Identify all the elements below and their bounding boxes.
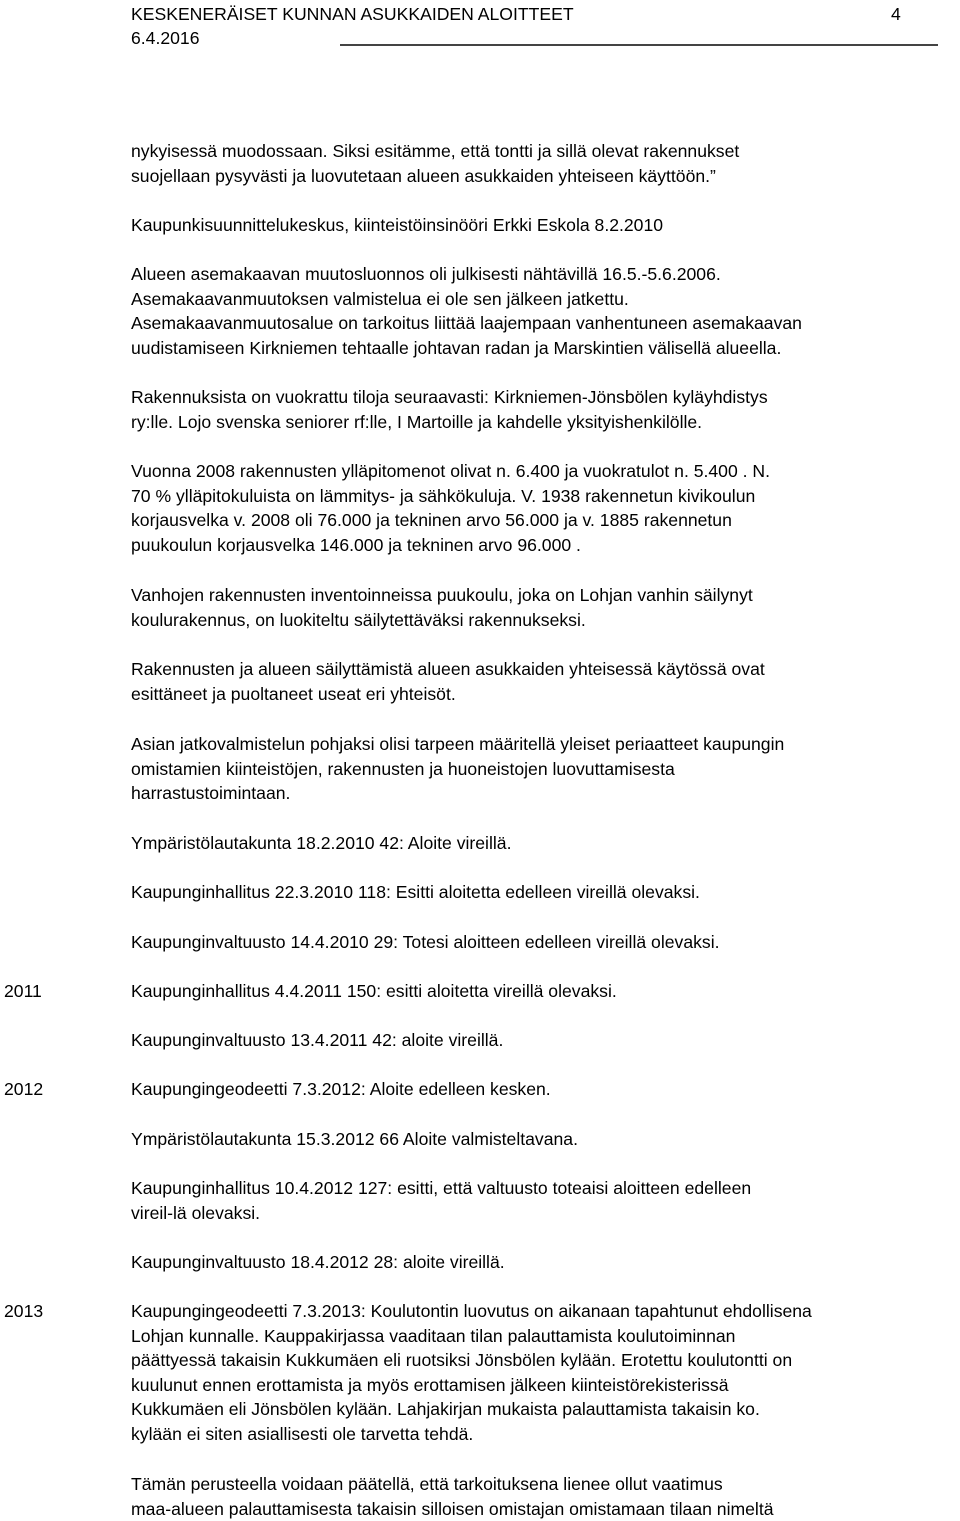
year-label: 2011 — [4, 981, 42, 1001]
paragraph-costs — [131, 459, 960, 557]
paragraph: Vuonna 2008 rakennusten ylläpitomenot olivat n. 6.400 ja vuokratulot n. 5.400 . N. 70 % ylläpitokuluista on lämmitys- ja sähkökuluja. V. 1938 rakennetun kivikoulun korjausvelka v. 2008 oli 76.000 ja tekninen arvo 56.000 ja v. 1885 rakennetun puukoulun korjausvelka 146.000 ja tekninen arvo 96.000 . — [131, 461, 771, 555]
paragraph: Kaupunkisuunnittelukeskus, kiinteistöinsinööri Erkki Eskola 8.2.2010 — [131, 215, 664, 235]
decision-entry: Kaupunginhallitus 22.3.2010 118: Esitti aloitetta edelleen vireillä olevaksi. — [131, 882, 700, 902]
paragraph-inventory — [131, 583, 960, 632]
paragraph: Rakennuksista on vuokrattu tiloja seuraavasti: Kirkniemen-Jönsbölen kyläyhdistys ry:lle. Lojo svenska seniorer rf:lle, I Martoille ja kahdelle yksityishenkilölle. — [131, 387, 768, 432]
decision-entry: Kaupungingeodeetti 7.3.2013: Koulutontin luovutus on aikanaan tapahtunut ehdollisena Lohjan kunnalle. Kauppakirjassa vaaditaan tilan palauttamista koulutoiminnan päättyessä takaisin Kukkumäen eli ruotsiksi Jönsbölen kylään. Erotettu koulutontti on kuulunut ennen erottamista ja myös erottamisen jälkeen kiinteistörekisterissä Kukkumäen eli Jönsbölen kylään. Lahjakirjan mukaista palauttamista takaisin ko. kylään ei siten asiallisesti ole tarvetta tehdä. — [131, 1301, 812, 1444]
decision-entry: Ympäristölautakunta 15.3.2012 66 Aloite valmisteltavana. — [131, 1129, 578, 1149]
paragraph: nykyisessä muodossaan. Siksi esitämme, että tontti ja sillä olevat rakennukset suojellaan pysyvästi ja luovutetaan alueen asukkaiden yhteiseen käyttöön.” — [131, 141, 740, 186]
decision-entry: Tämän perusteella voidaan päätellä, että tarkoituksena lienee ollut vaatimus maa-alueen palauttamisesta takaisin silloisen omistajan omistamaan tilaan nimeltä — [131, 1474, 774, 1519]
page-number: 4 — [891, 4, 901, 24]
decision-entry: Kaupunginvaltuusto 13.4.2011 42: aloite vireillä. — [131, 1030, 504, 1050]
paragraph: Alueen asemakaavan muutosluonnos oli julkisesti nähtävillä 16.5.-5.6.2006. Asemakaavanmuutoksen valmistelua ei ole sen jälkeen jatkettu. Asemakaavanmuutosalue on tarkoitus liittää laajempaan vanhentuneen asemakaavan uudistamiseen Kirkniemen tehtaalle johtavan radan ja Marskintien välisellä alueella. — [131, 264, 802, 358]
paragraph-principles — [131, 732, 960, 806]
year-label: 2013 — [4, 1301, 44, 1321]
paragraph-tenants — [131, 385, 960, 434]
decision-entry: Kaupungingeodeetti 7.3.2012: Aloite edelleen kesken. — [131, 1079, 551, 1099]
paragraph: Rakennusten ja alueen säilyttämistä alueen asukkaiden yhteisessä käytössä ovat esittäneet ja puoltaneet useat eri yhteisöt. — [131, 659, 765, 704]
year-label: 2012 — [4, 1079, 44, 1099]
decision-entry: Kaupunginvaltuusto 14.4.2010 29: Totesi aloitteen edelleen vireillä olevaksi. — [131, 932, 720, 952]
paragraph: Vanhojen rakennusten inventoinneissa puukoulu, joka on Lohjan vanhin säilynyt koulurakennus, on luokiteltu säilytettäväksi rakennukseksi. — [131, 585, 753, 630]
decision-entry: Kaupunginhallitus 10.4.2012 127: esitti, että valtuusto toteaisi aloitteen edelleen vireil-lä olevaksi. — [131, 1178, 752, 1223]
paragraph-planning-office — [131, 213, 960, 238]
paragraph: Asian jatkovalmistelun pohjaksi olisi tarpeen määritellä yleiset periaatteet kaupungin omistamien kiinteistöjen, rakennusten ja huoneistojen luovuttamisesta harrastustoimintaan. — [131, 734, 785, 803]
decision-entry: Kaupunginvaltuusto 18.4.2012 28: aloite vireillä. — [131, 1252, 505, 1272]
page-header — [131, 2, 938, 50]
document-date: 6.4.2016 — [131, 28, 200, 48]
paragraph-intro — [131, 139, 960, 188]
header-rule — [340, 44, 938, 46]
paragraph-support — [131, 657, 960, 706]
decision-entry: Kaupunginhallitus 4.4.2011 150: esitti aloitetta vireillä olevaksi. — [131, 981, 617, 1001]
decision-entry: Ympäristölautakunta 18.2.2010 42: Aloite vireillä. — [131, 833, 512, 853]
document-title: KESKENERÄISET KUNNAN ASUKKAIDEN ALOITTEET — [131, 4, 574, 24]
paragraph-zoning — [131, 262, 960, 360]
